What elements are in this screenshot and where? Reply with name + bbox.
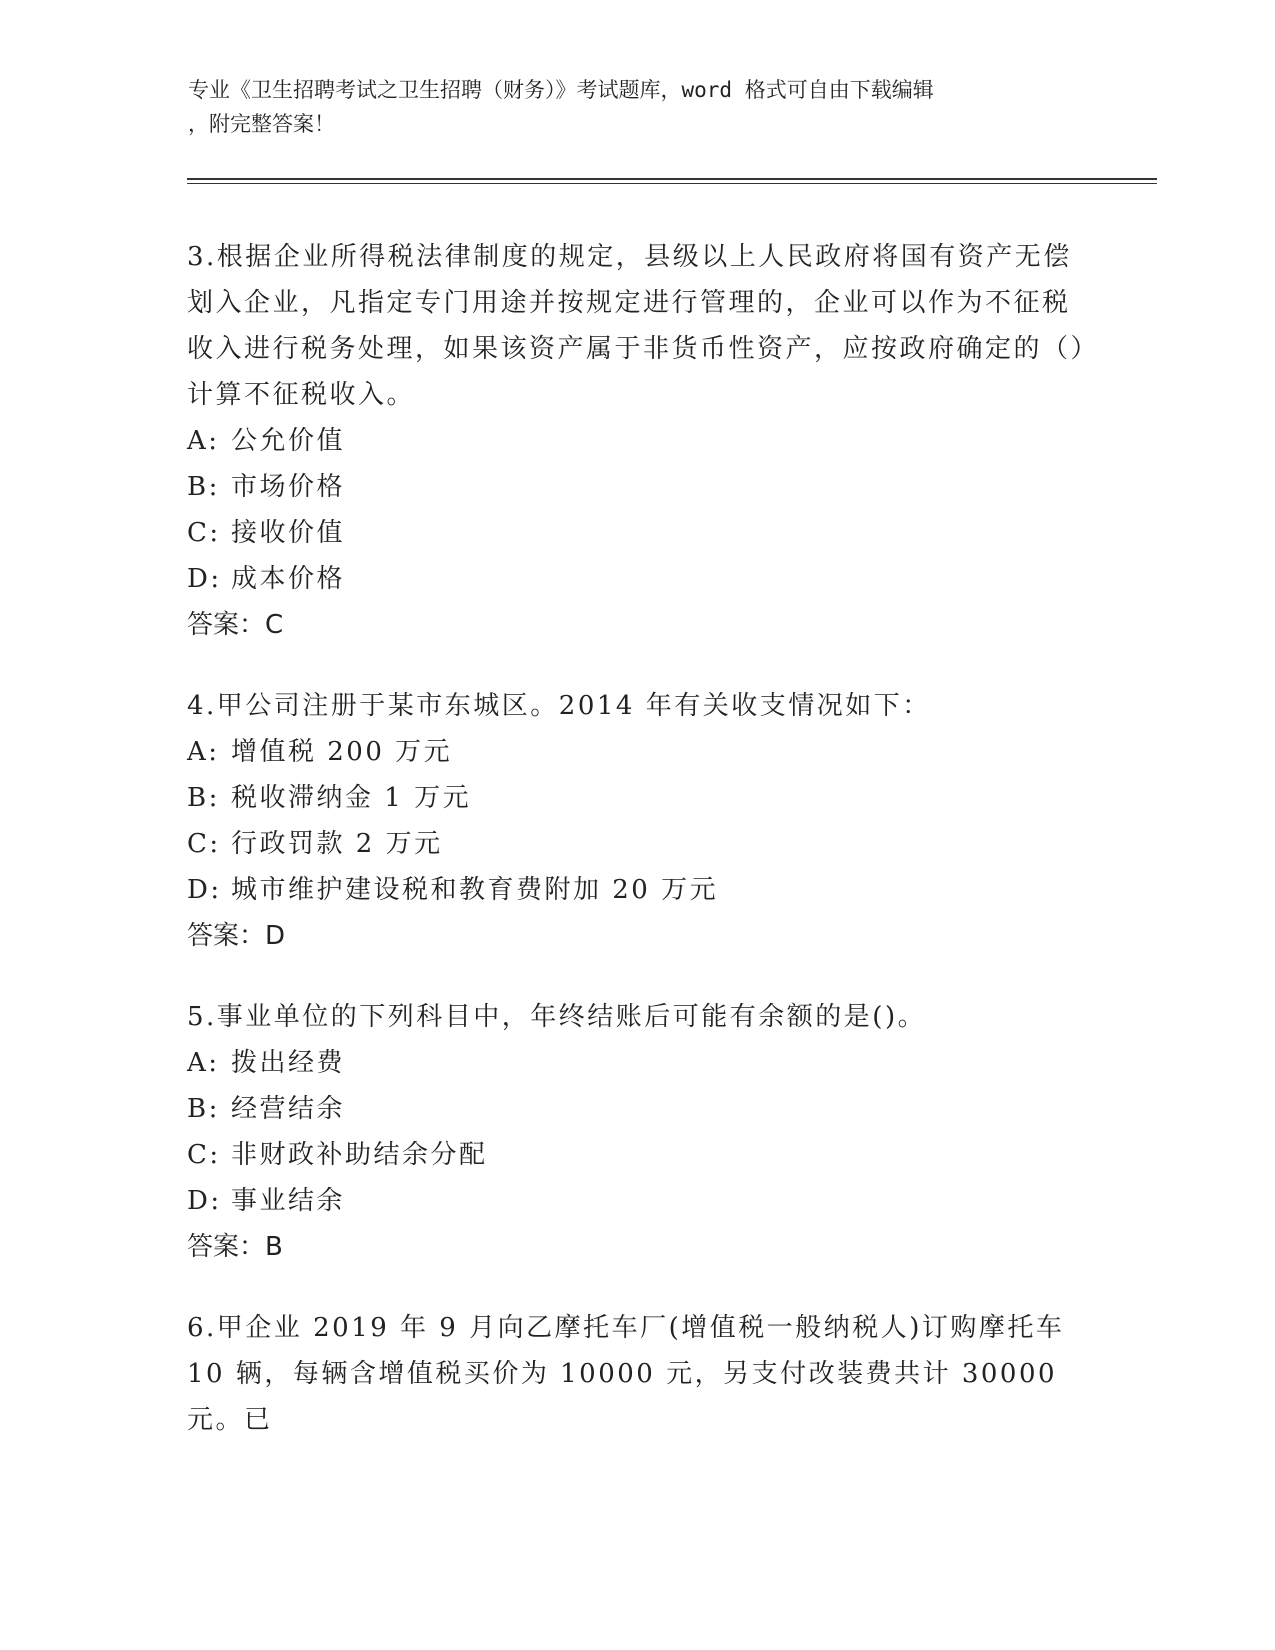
option-text: 非财政补助结余分配 (231, 1140, 488, 1170)
option-letter: C: (187, 829, 221, 859)
option-text: 城市维护建设税和教育费附加 20 万元 (231, 875, 719, 905)
option-b (187, 464, 1087, 510)
header-line-2: ，附完整答案！ (188, 112, 335, 136)
option-c (187, 1132, 1087, 1178)
option-b (187, 775, 1087, 821)
option-letter: C: (187, 518, 221, 548)
question-text: 4.甲公司注册于某市东城区。2014 年有关收支情况如下： (187, 691, 931, 721)
question-text: 6.甲企业 2019 年 9 月向乙摩托车厂(增值税一般纳税人)订购摩托车 10 辆，每辆含增值税买价为 10000 元，另支付改装费共计 30000 元。已 (187, 1313, 1065, 1435)
document-header (188, 73, 1068, 141)
option-letter: A: (187, 426, 220, 456)
option-letter: B: (187, 1094, 220, 1124)
option-text: 接收价值 (231, 518, 346, 548)
option-letter: C: (187, 1140, 221, 1170)
option-text: 事业结余 (231, 1186, 346, 1216)
answer-line: 答案：D (187, 921, 286, 951)
option-b (187, 1086, 1087, 1132)
option-d (187, 867, 1087, 913)
option-c (187, 510, 1087, 556)
header-divider (187, 178, 1157, 180)
option-a (187, 418, 1087, 464)
option-letter: D: (187, 564, 222, 594)
option-letter: B: (187, 472, 220, 502)
question-list (187, 234, 1087, 1478)
option-letter: D: (187, 875, 222, 905)
question-text: 5.事业单位的下列科目中，年终结账后可能有余额的是()。 (187, 1002, 927, 1032)
option-letter: D: (187, 1186, 222, 1216)
option-text: 经营结余 (231, 1094, 346, 1124)
option-text: 成本价格 (231, 564, 346, 594)
option-text: 行政罚款 2 万元 (231, 829, 443, 859)
option-a (187, 1040, 1087, 1086)
option-letter: A: (187, 1048, 220, 1078)
question-5 (187, 994, 1087, 1270)
option-letter: B: (187, 783, 220, 813)
option-text: 拨出经费 (231, 1048, 346, 1078)
question-text: 3.根据企业所得税法律制度的规定，县级以上人民政府将国有资产无偿划入企业，凡指定专门用途并按规定进行管理的，企业可以作为不征税收入进行税务处理，如果该资产属于非货币性资产，应按政府确定的（）计算不征税收入。 (187, 242, 1087, 410)
header-divider-thin (187, 183, 1157, 184)
option-d (187, 1178, 1087, 1224)
option-letter: A: (187, 737, 220, 767)
question-3 (187, 234, 1087, 648)
option-a (187, 729, 1087, 775)
option-text: 公允价值 (231, 426, 346, 456)
header-line-1: 专业《卫生招聘考试之卫生招聘（财务）》考试题库，word 格式可自由下载编辑 (188, 78, 934, 102)
question-6 (187, 1305, 1087, 1443)
option-text: 市场价格 (231, 472, 346, 502)
answer-line: 答案：B (187, 1232, 283, 1262)
option-text: 增值税 200 万元 (231, 737, 453, 767)
answer-line: 答案：C (187, 610, 284, 640)
question-4 (187, 683, 1087, 959)
option-c (187, 821, 1087, 867)
option-d (187, 556, 1087, 602)
option-text: 税收滞纳金 1 万元 (231, 783, 472, 813)
